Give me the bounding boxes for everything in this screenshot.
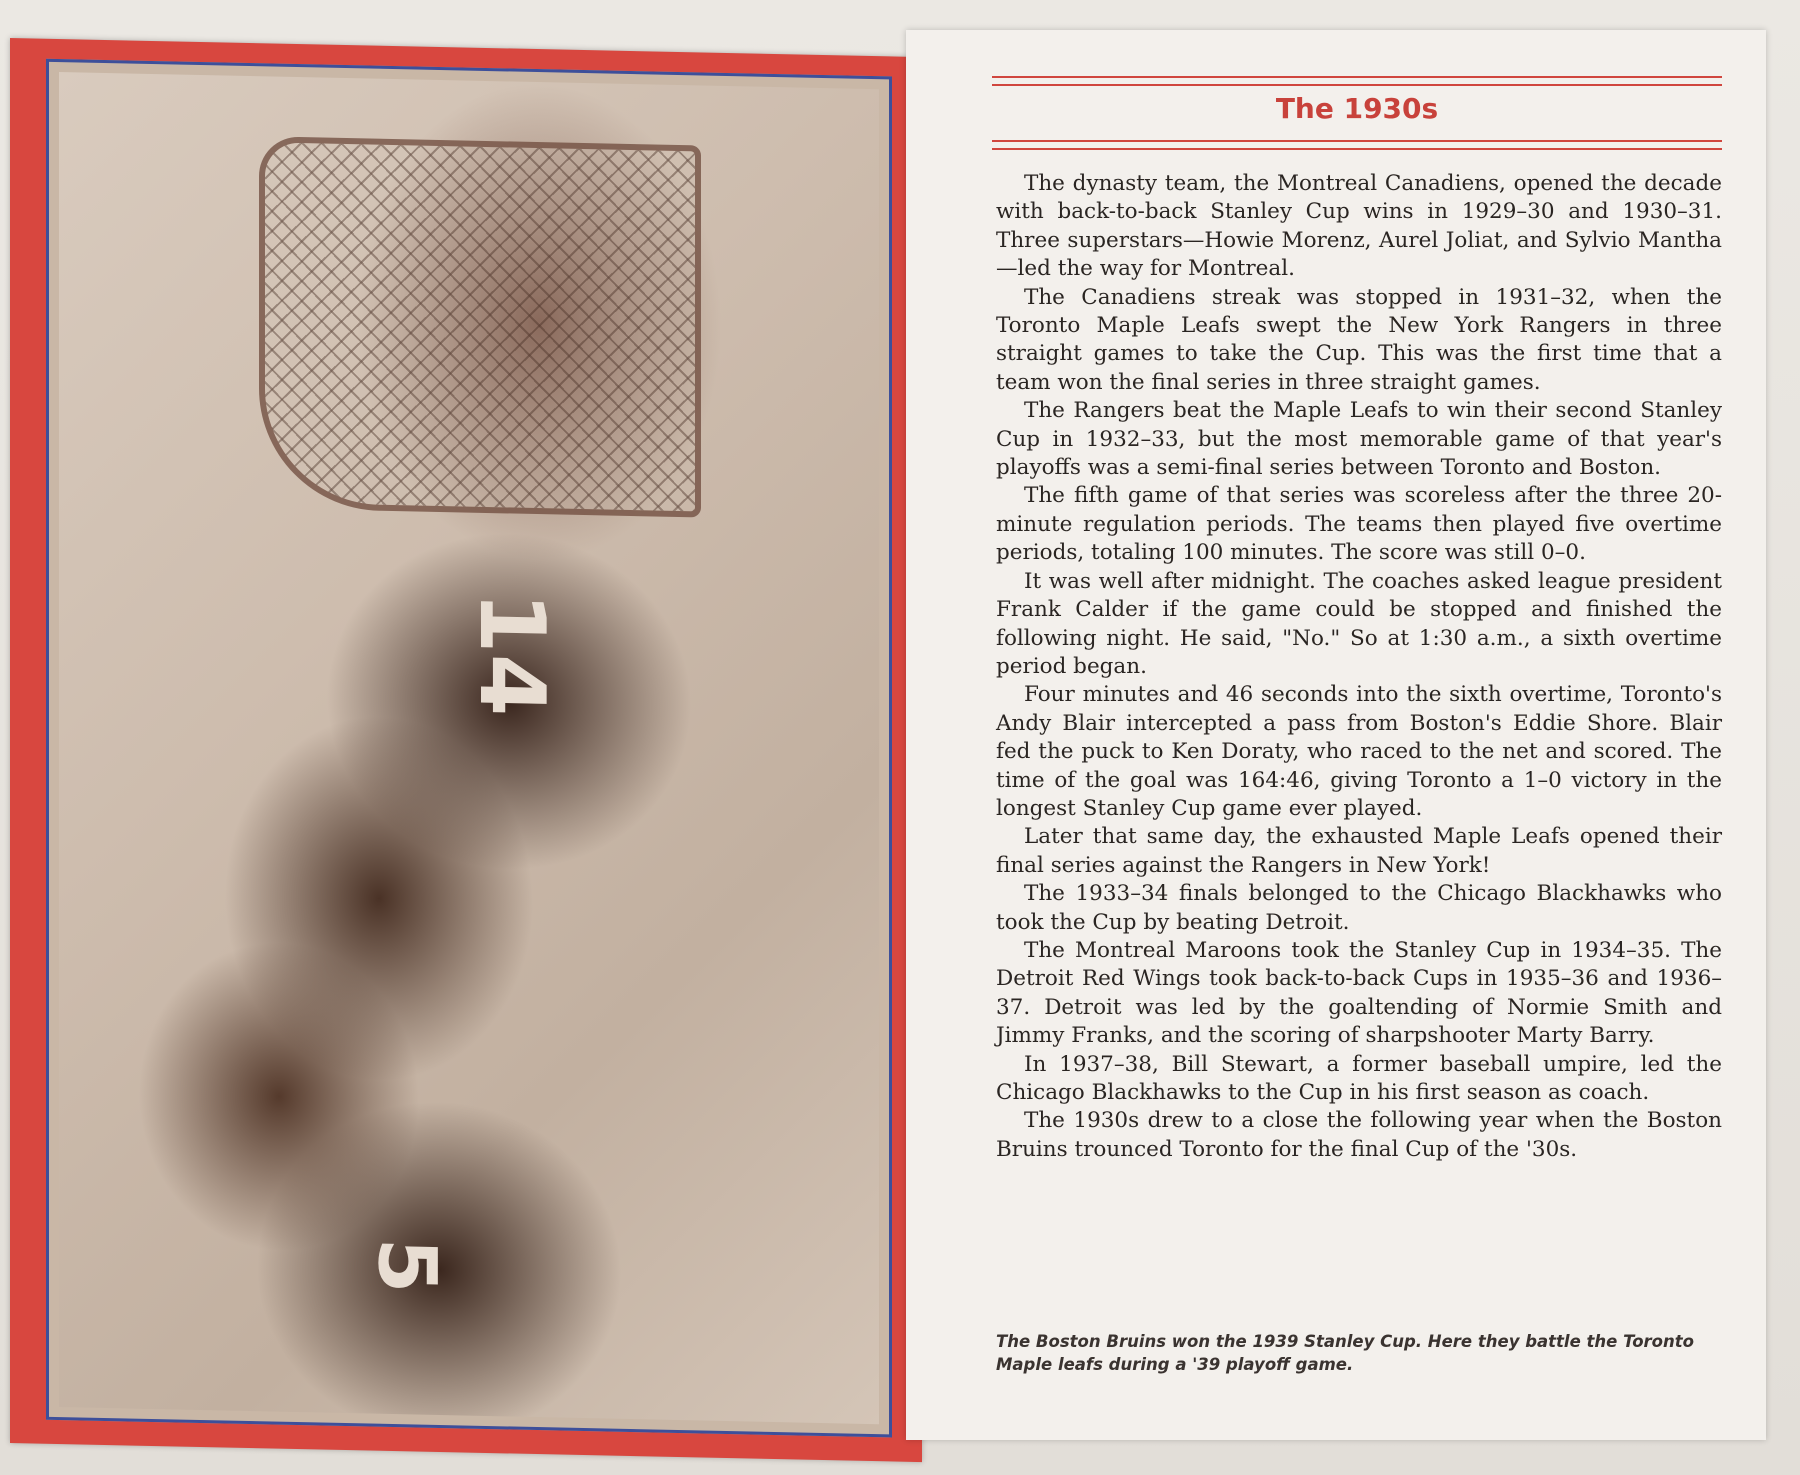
article-body [996,170,1722,1164]
paragraph: It was well after midnight. The coaches asked league president Frank Calder if the game could be stopped and finished the following night. He said, "No." So at 1:30 a.m., a sixth overtime period began. [996,568,1722,679]
photo-caption: The Boston Bruins won the 1939 Stanley Cup. Here they battle the Toronto Maple leafs during a '39 playoff game. [996,1332,1694,1374]
jersey-number-5: 5 [360,1237,454,1295]
paragraph: The 1933–34 finals belonged to the Chicago Blackhawks who took the Cup by beating Detroit. [996,881,1722,935]
paragraph: The 1930s drew to a close the following year when the Boston Bruins trounced Toronto for the final Cup of the '30s. [996,1108,1722,1162]
paragraph: The Montreal Maroons took the Stanley Cup in 1934–35. The Detroit Red Wings took back-to-back Cups in 1935–36 and 1936–37. Detroit was led by the goaltending of Normie Smith and Jimmy Franks, and the scoring of sharpshooter Marty Barry. [996,937,1722,1049]
title-rule-top-2 [992,84,1722,86]
title-rule-bottom-1 [992,140,1722,142]
text-page [906,30,1766,1440]
paragraph: Later that same day, the exhausted Maple Leafs opened their final series against the Rangers in New York! [996,824,1722,878]
paragraph: In 1937–38, Bill Stewart, a former baseball umpire, led the Chicago Blackhawks to the Cup in his first season as coach. [996,1051,1722,1105]
title-rule-top-1 [992,76,1722,78]
hockey-net-shape [259,136,701,517]
paragraph: The fifth game of that series was scoreless after the three 20-minute regulation periods. The teams then played five overtime periods, totaling 100 minutes. The score was still 0–0. [996,483,1722,566]
paragraph: Four minutes and 46 seconds into the sixth overtime, Toronto's Andy Blair intercepted a pass from Boston's Eddie Shore. Blair fed the puck to Ken Doraty, who raced to the net and scored. The time of the goal was 164:46, giving Toronto a 1–0 victory in the longest Stanley Cup game ever played. [996,682,1722,821]
photo-frame [46,59,892,1438]
paragraph: The Rangers beat the Maple Leafs to win their second Stanley Cup in 1932–33, but the most memorable game of that year's playoffs was a semi-final series between Toronto and Boston. [996,398,1722,481]
paragraph: The Canadiens streak was stopped in 1931–32, when the Toronto Maple Leafs swept the New York Rangers in three straight games to take the Cup. This was the first time that a team won the final series in three straight games. [996,284,1722,395]
photo-page [10,38,922,1462]
section-title: The 1930s [1275,92,1439,125]
paragraph: The dynasty team, the Montreal Canadiens, opened the decade with back-to-back Stanley Cup wins in 1929–30 and 1930–31. Three superstars—Howie Morenz, Aurel Joliat, and Sylvio Mantha—led the way for Montreal. [996,171,1722,282]
jersey-number-14: 14 [459,590,565,718]
hockey-photo [59,72,879,1424]
title-rule-bottom-2 [992,148,1722,150]
